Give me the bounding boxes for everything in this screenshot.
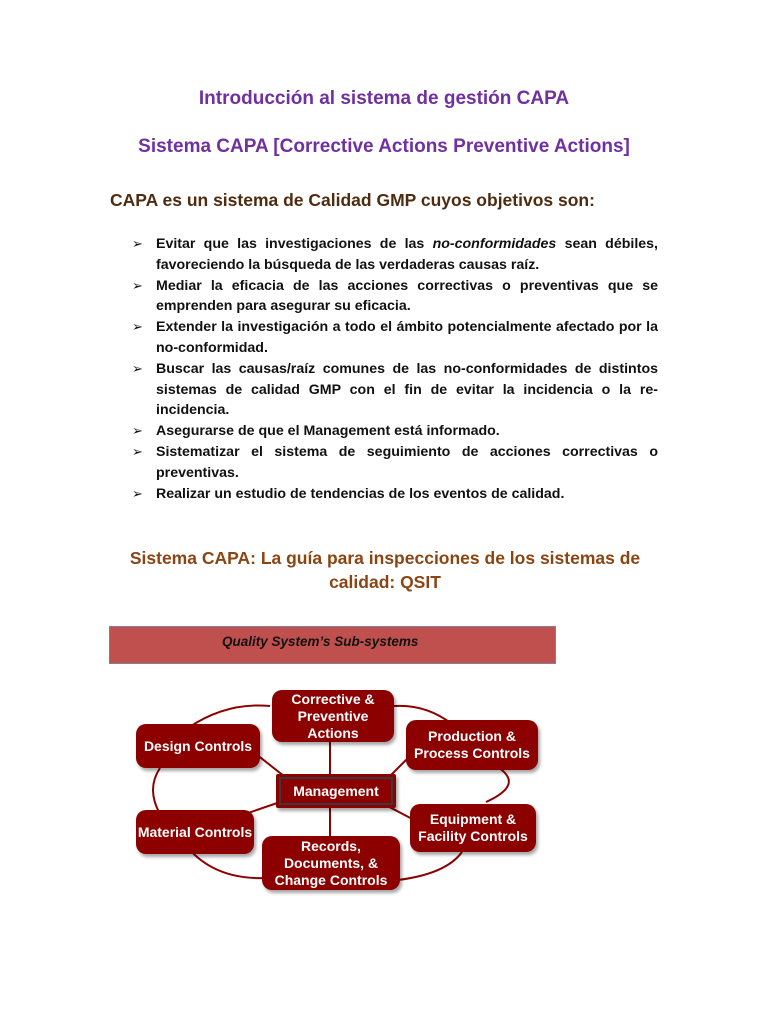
node-management: Management (276, 774, 396, 808)
list-item: ➢ Mediar la eficacia de las acciones correctivas o preventivas que se emprenden para asegurar su eficacia. (132, 277, 658, 315)
node-records-documents-change-controls: Records, Documents, & Change Controls (262, 836, 400, 890)
arrow-bullet-icon: ➢ (132, 360, 143, 376)
quality-subsystems-diagram (126, 684, 546, 894)
list-item: ➢ Buscar las causas/raíz comunes de las no-conformidades de distintos sistemas de calidad GMP con el fin de evitar la incidencia o la re-incidencia. (132, 360, 658, 419)
node-corrective-preventive-actions: Corrective & Preventive Actions (272, 690, 394, 742)
node-design-controls: Design Controls (136, 724, 260, 768)
list-item: ➢ Evitar que las investigaciones de las no-conformidades sean débiles, favoreciendo la búsqueda de las verdaderas causas raíz. (132, 236, 658, 273)
node-production-process-controls: Production & Process Controls (406, 720, 538, 770)
figure-banner-title: Quality System’s Sub-systems (222, 634, 419, 649)
section-heading-qsit: Sistema CAPA: La guía para inspecciones de los sistemas de calidad: QSIT (129, 548, 641, 592)
figure-banner (109, 626, 556, 664)
list-item: ➢ Realizar un estudio de tendencias de los eventos de calidad. (132, 484, 658, 505)
arrow-bullet-icon: ➢ (132, 443, 143, 459)
list-item: ➢ Sistematizar el sistema de seguimiento de acciones correctivas o preventivas. (132, 443, 658, 481)
arrow-bullet-icon: ➢ (132, 319, 143, 335)
document-title: Introducción al sistema de gestión CAPA (198, 88, 570, 109)
node-material-controls: Material Controls (136, 810, 254, 854)
arrow-bullet-icon: ➢ (132, 277, 143, 293)
list-item: ➢ Asegurarse de que el Management está informado. (132, 421, 658, 442)
arrow-bullet-icon: ➢ (132, 423, 143, 439)
document-subtitle: Sistema CAPA [Corrective Actions Preventive Actions] (138, 136, 630, 157)
arrow-bullet-icon: ➢ (132, 485, 143, 501)
section-heading-objectives: CAPA es un sistema de Calidad GMP cuyos objetivos son: (110, 190, 595, 210)
objectives-list (132, 234, 658, 504)
list-item: ➢ Extender la investigación a todo el ámbito potencialmente afectado por la no-conformidad. (132, 319, 658, 356)
node-equipment-facility-controls: Equipment & Facility Controls (410, 804, 536, 852)
arrow-bullet-icon: ➢ (132, 236, 143, 251)
